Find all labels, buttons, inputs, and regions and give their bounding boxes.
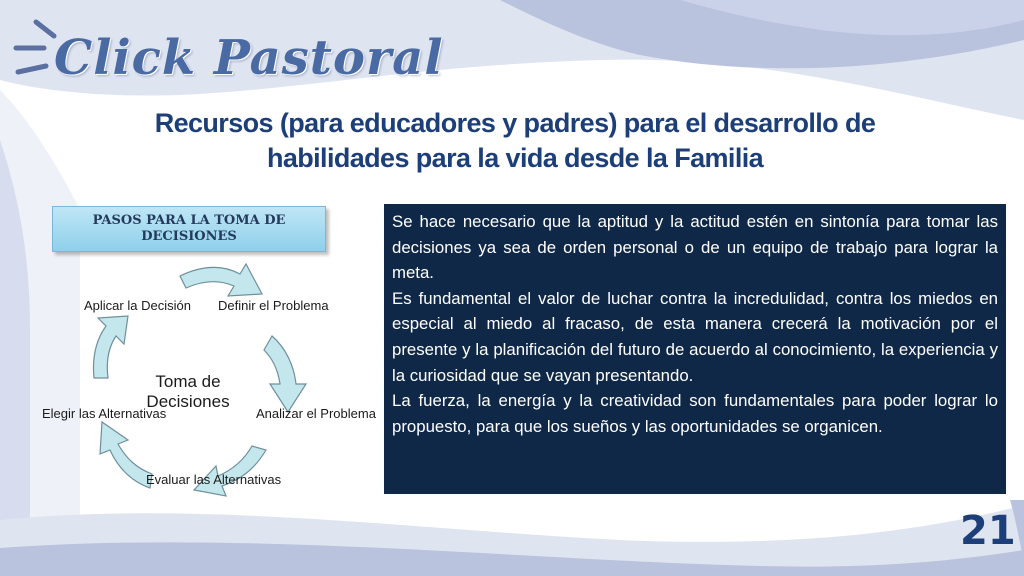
arrow-right-icon <box>264 336 306 412</box>
step-evaluar: Evaluar las Alternativas <box>146 472 282 487</box>
step-definir: Definir el Problema <box>218 298 329 313</box>
step-elegir: Elegir las Alternativas <box>42 406 167 421</box>
arrow-bottom-right-icon <box>194 446 266 496</box>
steps-banner <box>52 206 326 252</box>
cycle-center-label: Toma de Decisiones <box>146 372 230 411</box>
page-number: 21 <box>960 508 1016 554</box>
steps-banner-text: PASOS PARA LA TOMA DE DECISIONES <box>92 213 286 244</box>
logo-text: Click Pastoral <box>54 30 444 86</box>
step-analizar: Analizar el Problema <box>256 406 376 421</box>
body-text-box <box>384 204 1006 494</box>
arrow-left-icon <box>94 316 129 378</box>
paragraph-3: La fuerza, la energía y la creatividad son fundamentales para poder lograr lo propuesto, para que los sueños y las oportunidades se organicen. <box>392 391 998 436</box>
step-aplicar: Aplicar la Decisión <box>84 298 191 313</box>
click-pastoral-logo <box>10 14 470 84</box>
paragraph-1: Se hace necesario que la aptitud y la actitud estén en sintonía para tomar las decisiones ya sea de orden personal o de un equipo de trabajo para lograr la meta. <box>392 212 998 283</box>
title-line-2: habilidades para la vida desde la Familia <box>266 143 764 173</box>
arrow-top-icon <box>180 264 262 296</box>
paragraph-2: Es fundamental el valor de luchar contra la incredulidad, contra los miedos en especial al miedo al fracaso, de esta manera crecerá la motivación por el presente y la planificación del futuro de acuerdo al conocimiento, la experiencia y la curiosidad que se vayan presentando. <box>392 288 998 385</box>
decision-cycle-diagram <box>40 198 376 508</box>
title-line-1: Recursos (para educadores y padres) para el desarrollo de <box>154 108 876 138</box>
arrow-bottom-left-icon <box>100 422 152 488</box>
slide-title <box>120 106 910 176</box>
